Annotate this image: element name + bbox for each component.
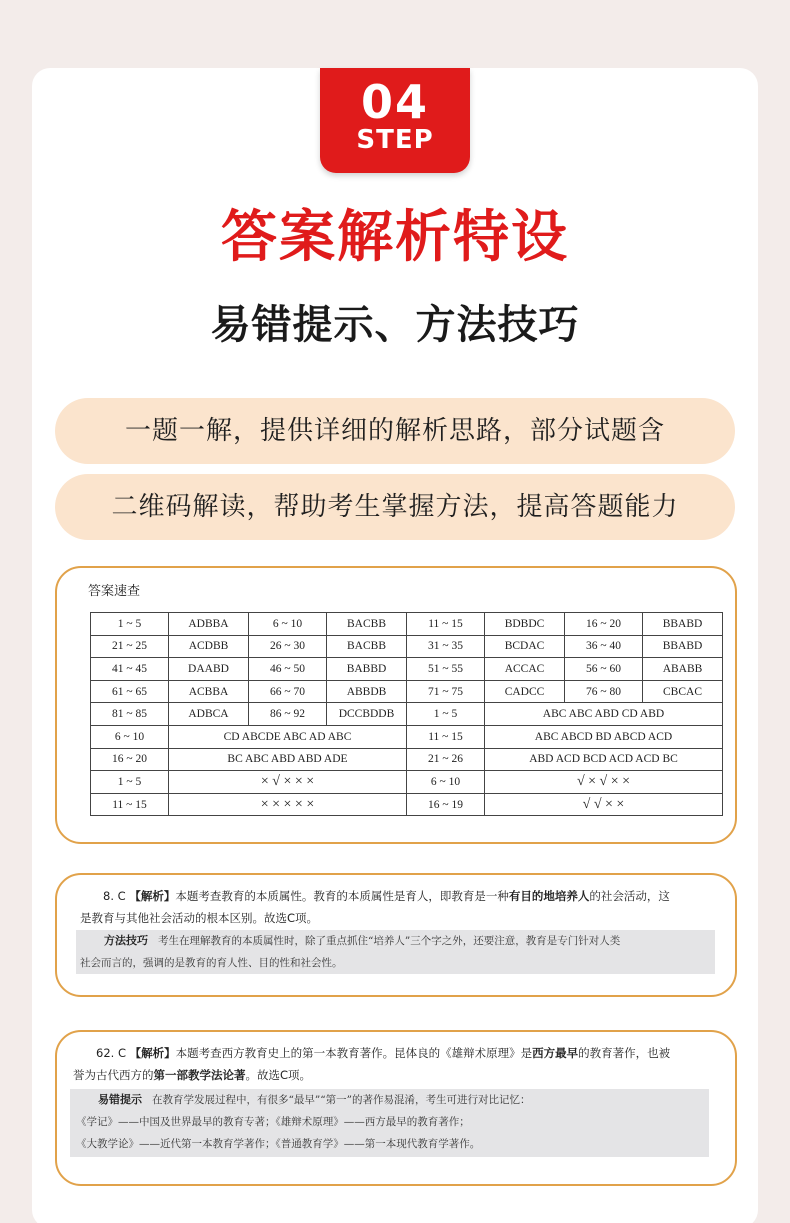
table-cell: ACBBA bbox=[169, 680, 249, 703]
table-cell: CBCAC bbox=[643, 680, 723, 703]
tip-label: 易错提示 bbox=[98, 1093, 142, 1106]
table-cell: √ √ × × bbox=[485, 793, 723, 816]
method-tip-box bbox=[76, 930, 715, 974]
table-cell: BABBD bbox=[327, 658, 407, 681]
table-cell: 11 ~ 15 bbox=[407, 613, 485, 636]
table-cell: 51 ~ 55 bbox=[407, 658, 485, 681]
table-cell: 11 ~ 15 bbox=[407, 725, 485, 748]
step-badge bbox=[320, 68, 470, 173]
tip-text: 在教育学发展过程中，有很多“最早”“第一”的著作易混淆，考生可进行对比记忆： bbox=[152, 1094, 531, 1106]
table-cell: 26 ~ 30 bbox=[249, 635, 327, 658]
analysis-keyword: 第一部教学法论著 bbox=[153, 1068, 246, 1082]
table-cell: ABC ABC ABD CD ABD bbox=[485, 703, 723, 726]
answer-sheet-title: 答案速查 bbox=[88, 584, 141, 599]
analysis-text: 的教育著作，也被 bbox=[578, 1046, 671, 1060]
table-cell: ABD ACD BCD ACD ACD BC bbox=[485, 748, 723, 771]
table-cell: ADBCA bbox=[169, 703, 249, 726]
table-cell: 1 ~ 5 bbox=[91, 771, 169, 794]
table-cell: 46 ~ 50 bbox=[249, 658, 327, 681]
analysis-2-line-2 bbox=[73, 1065, 311, 1086]
table-cell: CADCC bbox=[485, 680, 565, 703]
feature-pill-1: 一题一解，提供详细的解析思路，部分试题含 bbox=[55, 398, 735, 464]
table-cell: 66 ~ 70 bbox=[249, 680, 327, 703]
tip-line: 《学记》——中国及世界最早的教育专著；《雄辩术原理》——西方最早的教育著作； bbox=[76, 1116, 470, 1128]
tip-line: 社会而言的，强调的是教育的育人性、目的性和社会性。 bbox=[80, 957, 343, 969]
table-cell: √ × √ × × bbox=[485, 771, 723, 794]
table-cell: DAABD bbox=[169, 658, 249, 681]
table-cell: 1 ~ 5 bbox=[91, 613, 169, 636]
page-title: 答案解析特设 bbox=[221, 205, 569, 270]
table-cell: BC ABC ABD ABD ADE bbox=[169, 748, 407, 771]
page-subtitle: 易错提示、方法技巧 bbox=[205, 294, 586, 356]
answer-table bbox=[90, 612, 723, 816]
table-row bbox=[91, 635, 723, 658]
table-cell: ABABB bbox=[643, 658, 723, 681]
analysis-1-line-2: 是教育与其他社会活动的根本区别。故选C项。 bbox=[80, 911, 319, 925]
table-cell: 16 ~ 20 bbox=[91, 748, 169, 771]
table-cell: BCDAC bbox=[485, 635, 565, 658]
table-cell: 16 ~ 20 bbox=[565, 613, 643, 636]
table-row bbox=[91, 703, 723, 726]
analysis-text: 誉为古代西方的 bbox=[73, 1068, 154, 1082]
analysis-1-line-1 bbox=[103, 886, 670, 907]
table-row bbox=[91, 748, 723, 771]
table-cell: 86 ~ 92 bbox=[249, 703, 327, 726]
table-cell: 21 ~ 26 bbox=[407, 748, 485, 771]
question-number: 8. C bbox=[103, 889, 126, 903]
analysis-2-line-1 bbox=[96, 1043, 670, 1064]
table-cell: 61 ~ 65 bbox=[91, 680, 169, 703]
feature-pill-2: 二维码解读，帮助考生掌握方法，提高答题能力 bbox=[55, 474, 735, 540]
table-cell: 6 ~ 10 bbox=[91, 725, 169, 748]
tip-text: 考生在理解教育的本质属性时，除了重点抓住“培养人”三个字之外，还要注意，教育是专门针对人类 bbox=[158, 935, 621, 947]
tip-line bbox=[80, 930, 715, 952]
table-cell: 56 ~ 60 bbox=[565, 658, 643, 681]
question-number: 62. C bbox=[96, 1046, 126, 1060]
table-cell: 71 ~ 75 bbox=[407, 680, 485, 703]
analysis-text: 本题考查教育的本质属性。教育的本质属性是育人，即教育是一种 bbox=[175, 889, 509, 903]
table-cell: BBABD bbox=[643, 613, 723, 636]
step-number: 04 bbox=[360, 75, 429, 129]
table-cell: 41 ~ 45 bbox=[91, 658, 169, 681]
tip-line: 《大教学论》——近代第一本教育学著作；《普通教育学》——第一本现代教育学著作。 bbox=[76, 1138, 481, 1150]
table-cell: BACBB bbox=[327, 635, 407, 658]
table-cell: ADBBA bbox=[169, 613, 249, 636]
table-cell: 36 ~ 40 bbox=[565, 635, 643, 658]
table-cell: 1 ~ 5 bbox=[407, 703, 485, 726]
table-cell: DCCBDDB bbox=[327, 703, 407, 726]
table-cell: BDBDC bbox=[485, 613, 565, 636]
analysis-keyword: 西方最早 bbox=[532, 1046, 579, 1060]
table-cell: 11 ~ 15 bbox=[91, 793, 169, 816]
table-cell: 6 ~ 10 bbox=[407, 771, 485, 794]
table-cell: 31 ~ 35 bbox=[407, 635, 485, 658]
table-cell: 21 ~ 25 bbox=[91, 635, 169, 658]
table-cell: CD ABCDE ABC AD ABC bbox=[169, 725, 407, 748]
table-row bbox=[91, 658, 723, 681]
table-cell: BBABD bbox=[643, 635, 723, 658]
subtitle-wrap bbox=[0, 294, 790, 356]
tip-line bbox=[76, 1089, 709, 1111]
table-cell: × × × × × bbox=[169, 793, 407, 816]
table-row bbox=[91, 725, 723, 748]
analysis-text: 。故选C项。 bbox=[245, 1068, 312, 1082]
analysis-keyword: 有目的地培养人 bbox=[508, 889, 590, 903]
analysis-tag: 【解析】 bbox=[129, 1046, 176, 1060]
table-row bbox=[91, 680, 723, 703]
table-cell: ACDBB bbox=[169, 635, 249, 658]
table-cell: × √ × × × bbox=[169, 771, 407, 794]
step-word: STEP bbox=[356, 125, 434, 155]
tip-label: 方法技巧 bbox=[104, 934, 148, 947]
table-cell: 81 ~ 85 bbox=[91, 703, 169, 726]
table-cell: 76 ~ 80 bbox=[565, 680, 643, 703]
analysis-tag: 【解析】 bbox=[129, 889, 176, 903]
table-cell: 6 ~ 10 bbox=[249, 613, 327, 636]
error-tip-box bbox=[70, 1089, 709, 1157]
table-row bbox=[91, 613, 723, 636]
table-row bbox=[91, 793, 723, 816]
table-cell: ABC ABCD BD ABCD ACD bbox=[485, 725, 723, 748]
analysis-text: 本题考查西方教育史上的第一本教育著作。昆体良的《雄辩术原理》是 bbox=[175, 1046, 533, 1060]
table-cell: ACCAC bbox=[485, 658, 565, 681]
table-cell: BACBB bbox=[327, 613, 407, 636]
table-row bbox=[91, 771, 723, 794]
table-cell: 16 ~ 19 bbox=[407, 793, 485, 816]
analysis-text: 的社会活动，这 bbox=[589, 889, 670, 903]
table-cell: ABBDB bbox=[327, 680, 407, 703]
